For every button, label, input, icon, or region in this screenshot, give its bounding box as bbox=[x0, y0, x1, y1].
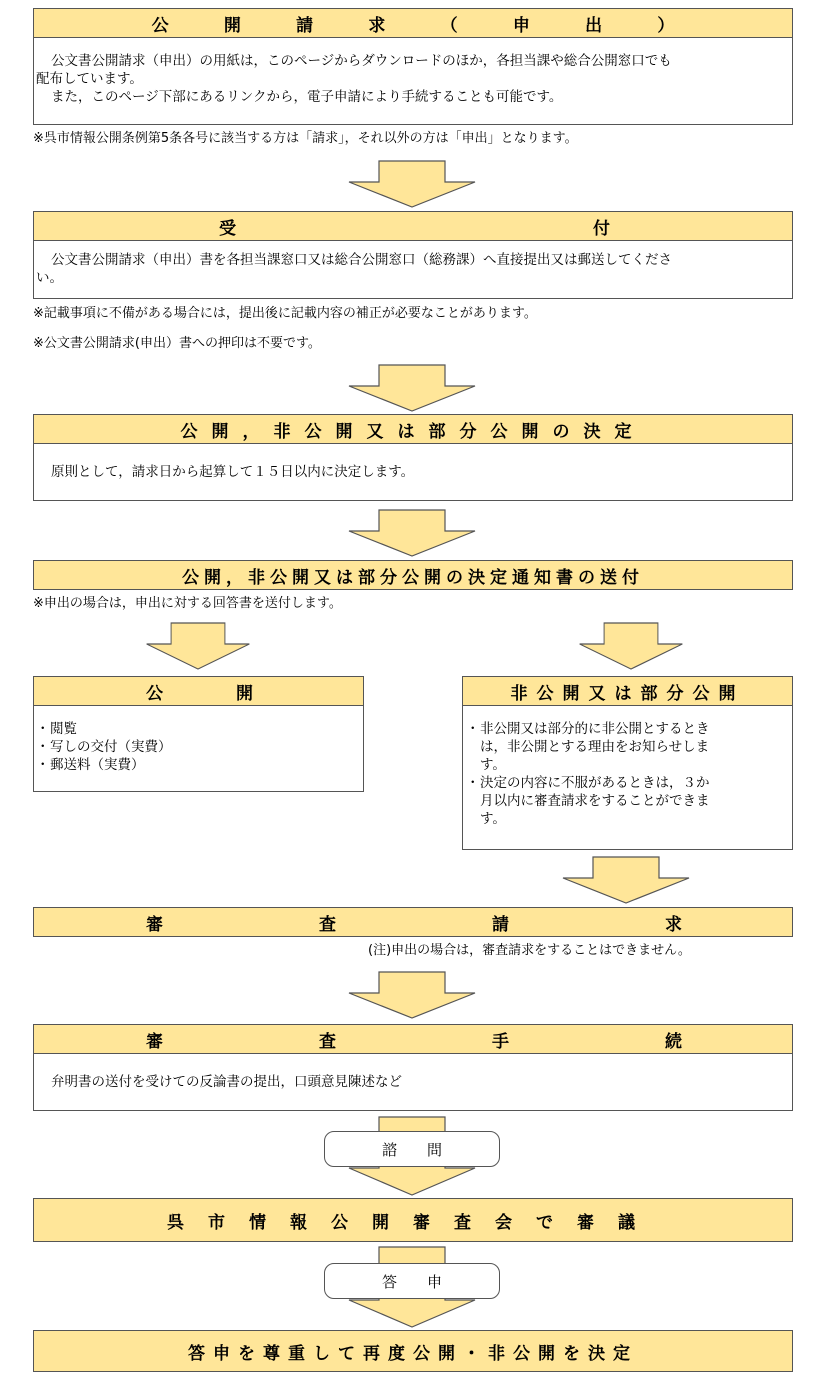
decision-title: 公開，非公開又は部分公開の決定 bbox=[180, 421, 646, 442]
receipt-body-line: 公文書公開請求（申出）書を各担当課窓口又は総合公開窓口（総務課）へ直接提出又は郵送してくださ bbox=[51, 252, 672, 268]
list-item: ・ 郵送料（実費） bbox=[40, 756, 172, 774]
appeal-note: (注)申出の場合は，審査請求をすることはできません。 bbox=[368, 943, 691, 958]
request-title-char: （ bbox=[440, 15, 458, 36]
receipt-header bbox=[33, 211, 793, 241]
receipt-body bbox=[36, 251, 792, 287]
procedure-title-char: 査 bbox=[319, 1031, 336, 1052]
list-item: ・ 写しの交付（実費） bbox=[40, 738, 172, 756]
request-title-char: 公 bbox=[151, 15, 169, 36]
down-arrow-icon bbox=[347, 364, 477, 412]
down-arrow-icon bbox=[347, 160, 477, 208]
consult-label bbox=[324, 1131, 500, 1167]
report-text: 答 申 bbox=[381, 1272, 442, 1291]
request-body-line: 配布しています。 bbox=[36, 71, 143, 87]
list-item-line: ・ 非公開又は部分的に非公開とするとき bbox=[480, 721, 710, 737]
receipt-title-char: 受 bbox=[219, 218, 236, 239]
receipt-title-char: 付 bbox=[593, 218, 610, 239]
request-header bbox=[33, 8, 793, 38]
council-header bbox=[33, 1198, 793, 1242]
procedure-title-char: 続 bbox=[665, 1031, 682, 1052]
request-body-line: また，このページ下部にあるリンクから，電子申請により手続することも可能です。 bbox=[51, 89, 563, 105]
disclosure-title-char: 開 bbox=[236, 683, 253, 704]
decision-header bbox=[33, 414, 793, 444]
report-label bbox=[324, 1263, 500, 1299]
procedure-header bbox=[33, 1024, 793, 1054]
procedure-body: 弁明書の送付を受けての反論書の提出，口頭意見陳述など bbox=[51, 1074, 402, 1090]
request-title-char: 請 bbox=[296, 15, 314, 36]
appeal-title-char: 請 bbox=[492, 914, 509, 935]
receipt-note: ※記載事項に不備がある場合には，提出後に記載内容の補正が必要なことがあります。 bbox=[33, 306, 537, 321]
down-arrow-icon bbox=[561, 856, 691, 904]
list-item-line: す。 bbox=[480, 811, 506, 827]
request-body-line: 公文書公開請求（申出）の用紙は，このページからダウンロードのほか，各担当課や総合公開窓口でも bbox=[51, 53, 672, 69]
final-title: 答申を尊重して再度公開・非公開を決定 bbox=[188, 1343, 638, 1364]
nondisclosure-list bbox=[470, 720, 770, 828]
list-item-line: す。 bbox=[480, 757, 506, 773]
consult-text: 諮 問 bbox=[381, 1140, 442, 1159]
request-title-char: 求 bbox=[368, 15, 386, 36]
appeal-title-char: 審 bbox=[146, 914, 163, 935]
down-arrow-icon bbox=[578, 622, 684, 670]
nondisclosure-header bbox=[462, 676, 793, 706]
appeal-header bbox=[33, 907, 793, 937]
appeal-title-char: 求 bbox=[665, 914, 682, 935]
decision-body: 原則として，請求日から起算して１５日以内に決定します。 bbox=[51, 464, 415, 480]
final-header bbox=[33, 1330, 793, 1372]
list-item-line: ・ 決定の内容に不服があるときは，３か bbox=[480, 775, 710, 791]
request-title-char: 開 bbox=[223, 15, 241, 36]
disclosure-title-char: 公 bbox=[146, 683, 163, 704]
list-item-line: 月以内に審査請求をすることができま bbox=[480, 793, 710, 809]
down-arrow-icon bbox=[347, 971, 477, 1019]
disclosure-list bbox=[40, 720, 172, 774]
list-item-line: は，非公開とする理由をお知らせしま bbox=[480, 739, 710, 755]
council-title: 呉市情報公開審査会で審議 bbox=[167, 1212, 659, 1233]
nondisclosure-title: 非公開又は部分公開 bbox=[510, 683, 745, 704]
request-title-char: ） bbox=[657, 15, 675, 36]
request-title-char: 申 bbox=[512, 15, 530, 36]
down-arrow-icon bbox=[145, 622, 251, 670]
request-title-char: 出 bbox=[585, 15, 603, 36]
notice-title: 公開，非公開又は部分公開の決定通知書の送付 bbox=[182, 567, 644, 588]
list-item bbox=[470, 774, 770, 828]
receipt-note: ※公文書公開請求(申出）書への押印は不要です。 bbox=[33, 336, 321, 351]
disclosure-header bbox=[33, 676, 364, 706]
procedure-title-char: 手 bbox=[492, 1031, 509, 1052]
request-body bbox=[36, 52, 792, 106]
procedure-title-char: 審 bbox=[146, 1031, 163, 1052]
notice-header bbox=[33, 560, 793, 590]
notice-note: ※申出の場合は，申出に対する回答書を送付します。 bbox=[33, 596, 342, 611]
request-note: ※呉市情報公開条例第5条各号に該当する方は「請求」，それ以外の方は「申出」となります。 bbox=[33, 131, 578, 146]
down-arrow-icon bbox=[347, 509, 477, 557]
list-item: ・ 閲覧 bbox=[40, 720, 172, 738]
receipt-body-line: い。 bbox=[36, 270, 63, 286]
appeal-title-char: 査 bbox=[319, 914, 336, 935]
list-item bbox=[470, 720, 770, 774]
